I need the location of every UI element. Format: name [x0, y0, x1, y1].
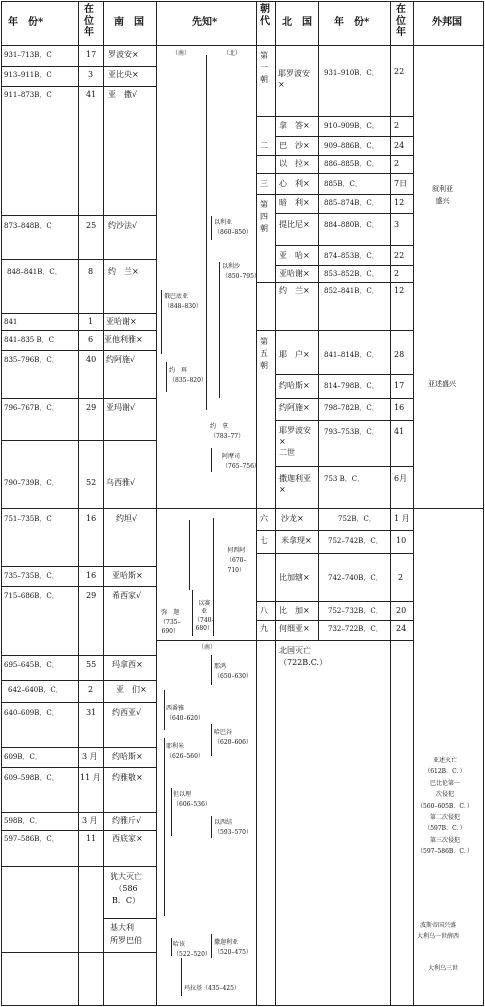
dynasty-6: 六 [260, 514, 268, 523]
rule [103, 918, 156, 919]
south-reign: 52 [86, 478, 97, 487]
north-reign: 2 [394, 269, 400, 278]
prophet-ezekiel: 以西结 （593–570） [214, 819, 252, 837]
rule [275, 213, 413, 214]
north-king: 心 利× [279, 179, 310, 188]
prophet-bar [189, 520, 190, 590]
rule [256, 553, 413, 554]
rule [1, 1, 2, 1006]
rule [483, 1, 484, 1006]
judah-governor: 基大利 所罗巴伯 [110, 923, 142, 945]
foreign-assyria: 亚述盛兴 [428, 380, 456, 388]
north-king: 比加辖× [279, 573, 310, 582]
north-years: 742–740B．C． [328, 574, 383, 582]
rule [275, 1, 276, 1006]
south-years: 642–640B．C． [8, 686, 63, 694]
prophet-haggai: 哈该 （522–520） [173, 941, 211, 959]
prophet-divider [156, 640, 256, 641]
rule [103, 1, 104, 1006]
north-reign: 24 [396, 624, 407, 633]
dynasty-5: 第 五 朝 [260, 337, 268, 370]
north-reign: 12 [394, 198, 405, 207]
rule [1, 702, 156, 703]
prophets-south-label: （南） [172, 50, 191, 57]
rule [256, 640, 413, 641]
prophet-micah: 弥 迦 （735– 690） [160, 609, 181, 636]
south-reign: 3 月 [82, 752, 98, 761]
north-years: 814–798B．C． [324, 382, 379, 390]
north-reign: 3 [394, 220, 400, 229]
rule [1, 86, 156, 87]
foreign-babylon: 亚述灭亡 （612B．C．） 巴比伦第一 次侵犯 （560–605B．C．） 第二次侵犯 （597B．C．） 第三次侵犯 （597–586B．C．） [417, 757, 473, 856]
prophet-jonah: 约 拿 （783–77） [210, 423, 245, 441]
south-reign: 8 [88, 267, 94, 276]
south-reign: 1 [88, 317, 94, 326]
prophet-jeremiah: 耶利米 （626–560） [166, 743, 204, 761]
rule [256, 116, 413, 117]
south-years: 597–586B．C． [4, 835, 59, 843]
north-years: 886–885B．C． [324, 160, 379, 168]
south-king: 约雅敬× [112, 773, 143, 782]
rule [1, 767, 156, 768]
prophet-hosea: 何西阿 （670– 710） [226, 547, 247, 575]
dynasty-8: 八 [260, 606, 268, 615]
north-years: 732–722B．C． [328, 625, 383, 633]
rule [1, 655, 156, 656]
south-king: 约坦√ [116, 514, 138, 523]
north-king: 拿 答× [279, 121, 310, 130]
prophets-south2-label: （南） [198, 644, 217, 651]
south-reign: 11 月 [80, 773, 101, 782]
rule [1, 866, 156, 867]
south-years: 913–911B．C [4, 71, 52, 79]
south-years: 835–796B．C． [4, 356, 59, 364]
south-years: 609–598B．C． [4, 774, 59, 782]
north-king: 约 兰× [279, 286, 310, 295]
foreign-darius: 大利乌三世 [428, 965, 459, 972]
south-reign: 41 [86, 90, 97, 99]
header-north-kingdom: 北 国 [282, 17, 312, 28]
north-king: 约阿施× [279, 403, 310, 412]
north-years: 752B．C． [338, 515, 376, 523]
south-reign: 3 月 [82, 816, 98, 825]
north-years: 885–874B．C． [324, 199, 379, 207]
rule [413, 1, 414, 1006]
dynasty-4: 第 四 朝 [260, 200, 268, 233]
prophet-bar [211, 216, 212, 240]
prophet-zephaniah: 西番雅 （640–620） [166, 705, 204, 723]
south-reign: 11 [86, 834, 97, 843]
dynasty-1: 第 一 朝 [260, 51, 268, 84]
north-reign: 2 [398, 573, 404, 582]
dynasty-7: 七 [260, 536, 268, 545]
south-king: 亚 们× [116, 685, 147, 694]
north-years: 853–852B．C． [324, 270, 379, 278]
header-north-reign: 在 位 年 [396, 4, 406, 38]
rule [256, 1, 257, 1006]
rule [1, 830, 156, 831]
north-years: 793–753B．C． [324, 428, 379, 436]
rule [256, 194, 413, 195]
south-reign: 16 [86, 514, 97, 523]
prophet-bar [161, 290, 162, 354]
north-king: 亚哈谢× [279, 269, 310, 278]
north-reign: 2 [394, 121, 400, 130]
south-years: 735–735B．C． [4, 572, 59, 580]
north-reign: 12 [394, 286, 405, 295]
rule [390, 1, 391, 1006]
rule [1, 952, 156, 953]
south-king: 玛拿西× [112, 660, 143, 669]
north-years: 841–814B．C． [324, 351, 379, 359]
rule [275, 374, 413, 375]
north-years: 884–880B．C． [324, 221, 379, 229]
south-years: 931–713B．C [4, 51, 52, 59]
rule [1, 812, 156, 813]
north-reign: 16 [394, 403, 405, 412]
north-king: 暗 利× [279, 198, 310, 207]
north-years: 752–742B．C． [328, 537, 383, 545]
rule [275, 265, 413, 266]
prophet-bar [164, 690, 165, 730]
rule [1, 66, 156, 67]
rule [256, 330, 413, 331]
prophet-bar [171, 788, 172, 836]
prophet-bar [166, 362, 167, 392]
rule [275, 420, 413, 421]
south-reign: 6 [88, 335, 94, 344]
north-reign: 22 [394, 67, 405, 76]
header-prophets: 先知* [192, 17, 218, 28]
prophet-malachi: 玛拉基（435–425） [184, 985, 240, 992]
prophet-bar [211, 816, 212, 838]
header-foreign: 外邦国 [432, 17, 462, 28]
prophet-bar [192, 590, 193, 636]
south-king: 亚哈谢× [106, 317, 137, 326]
prophet-joel: 约 珥 （835–820） [169, 367, 207, 385]
south-king: 亚玛谢√ [106, 403, 136, 412]
north-king: 提比尼× [279, 220, 310, 229]
rule [1, 350, 156, 351]
south-king: 约西亚√ [112, 708, 142, 717]
prophet-elijah: 以利亚 （860–850） [214, 219, 252, 237]
south-years: 751–735B．C [4, 515, 52, 523]
rule [1, 313, 156, 314]
south-reign: 29 [86, 403, 97, 412]
rule [256, 282, 413, 283]
south-reign: 29 [86, 591, 97, 600]
rule [1, 1, 484, 2]
north-king: 巴 沙× [279, 141, 310, 150]
north-king: 沙龙× [281, 514, 304, 523]
prophet-bar [219, 262, 220, 398]
south-years: 640–609B．C． [4, 709, 59, 717]
north-reign: 2 [394, 159, 400, 168]
south-years: 790–739B．C． [4, 479, 59, 487]
rule [275, 245, 413, 246]
rule [1, 259, 156, 260]
dynasty-9: 九 [260, 624, 268, 633]
south-king: 亚 撒√ [108, 90, 138, 99]
south-years: 695–645B．C． [4, 661, 59, 669]
south-years: 598B．C． [4, 817, 42, 825]
south-king: 乌西雅√ [106, 478, 136, 487]
header-dynasty: 朝 代 [260, 4, 270, 27]
rule [1, 45, 484, 46]
prophet-bar [164, 738, 165, 916]
south-reign: 55 [86, 660, 97, 669]
north-king: 耶罗波安 × [278, 69, 310, 90]
south-years: 796–767B．C． [4, 404, 59, 412]
south-years: 841–835 B．C [4, 336, 54, 344]
rule [256, 601, 413, 602]
judah-fall: 犹大灭亡 （586 B．C） [110, 872, 142, 905]
rule [1, 1005, 484, 1006]
south-reign: 17 [86, 50, 97, 59]
israel-fall: 北国灭亡 （722B.C.） [279, 646, 328, 667]
south-king: 罗波安× [108, 50, 139, 59]
south-years: 848–841B．C． [7, 268, 62, 276]
north-reign: 7日 [394, 179, 408, 188]
south-years: 911–873B．C [4, 91, 52, 99]
north-king: 米拿现× [281, 536, 312, 545]
south-years: 841 [4, 318, 18, 326]
header-north-years: 年 份* [334, 17, 370, 28]
south-king: 亚哈斯× [112, 571, 143, 580]
prophet-elisha: 以利沙 （850–795） [222, 263, 260, 281]
prophet-bar [171, 938, 172, 956]
north-reign: 10 [396, 536, 407, 545]
rule [1, 747, 156, 748]
header-south-years: 年 份* [8, 17, 44, 28]
south-reign: 31 [86, 708, 97, 717]
south-king: 约 兰× [108, 267, 139, 276]
rule [318, 1, 319, 641]
north-king: 耶 户× [279, 350, 310, 359]
north-years: 753 B．C． [324, 475, 365, 483]
prophet-bar [211, 655, 212, 685]
north-reign: 28 [394, 350, 405, 359]
prophet-habakkuk: 哈巴谷 （620–606） [214, 729, 252, 747]
north-king: 以 拉× [279, 159, 310, 168]
north-years: 852–841B．C． [324, 287, 379, 295]
north-reign: 22 [394, 251, 405, 260]
rule [1, 215, 156, 216]
north-years: 909–886B．C． [324, 142, 379, 150]
rule [256, 173, 413, 174]
north-years: 752–732B．C． [328, 607, 383, 615]
prophet-nahum: 那鸿 （650–630） [214, 663, 252, 681]
south-reign: 25 [86, 221, 97, 230]
south-king: 亚他利雅× [104, 335, 143, 344]
rule [1, 508, 484, 509]
rule [1, 330, 156, 331]
prophet-bar [211, 934, 212, 958]
foreign-syria: 叙利亚 盛兴 [432, 185, 453, 205]
prophet-daniel: 但以理 （606–536） [173, 791, 211, 809]
header-south-reign: 在 位 年 [84, 4, 94, 38]
north-years: 885B．C． [324, 180, 362, 188]
north-reign: 41 [394, 427, 405, 436]
rule [78, 1, 79, 1006]
rule [1, 440, 156, 441]
south-king: 约沙法√ [108, 221, 138, 230]
north-reign: 20 [396, 606, 407, 615]
south-reign: 16 [86, 571, 97, 580]
rule [1, 566, 156, 567]
prophet-zechariah: 撒迦利亚 （520–475） [214, 939, 252, 957]
south-king: 亚比央× [108, 70, 139, 79]
rule [256, 530, 413, 531]
north-king: 耶罗波安 × 二世 [279, 426, 311, 458]
rule [275, 136, 413, 137]
south-reign: 2 [88, 685, 94, 694]
north-years: 874–853B．C． [324, 252, 379, 260]
north-reign: 24 [394, 141, 405, 150]
north-king: 比 加× [279, 606, 310, 615]
north-reign: 17 [394, 381, 405, 390]
prophets-north-label: （北） [223, 50, 242, 57]
south-king: 约阿施√ [106, 355, 136, 364]
north-reign: 6月 [394, 474, 408, 483]
south-years: 609B．C． [4, 753, 42, 761]
south-years: 873–848B．C [4, 222, 52, 230]
rule [256, 155, 413, 156]
south-king: 希西家√ [112, 591, 142, 600]
prophet-obadiah: 俄巴底亚 （848–830） [164, 293, 202, 311]
rule [1, 398, 156, 399]
north-king: 撒迦利亚 × [279, 474, 311, 495]
dynasty-3: 三 [260, 179, 268, 188]
north-king: 亚 哈× [279, 251, 310, 260]
prophet-bar [181, 958, 182, 996]
prophet-isaiah: 以赛 亚 （740– 680） [194, 600, 215, 633]
south-reign: 40 [86, 355, 97, 364]
rule [1, 680, 156, 681]
north-reign: 1 月 [394, 514, 410, 523]
north-years: 798–782B．C． [324, 404, 379, 412]
north-king: 约哈斯× [279, 381, 310, 390]
prophet-bar [211, 448, 212, 472]
rule [156, 1, 157, 1006]
rule [275, 466, 413, 467]
north-years: 910–909B．C． [324, 122, 379, 130]
south-king: 西底家× [112, 834, 143, 843]
south-years: 715–686B．C． [4, 592, 59, 600]
dynasty-2: 二 [260, 141, 268, 150]
south-reign: 3 [88, 70, 94, 79]
prophet-amos: 阿摩司 （765–756） [222, 453, 260, 471]
rule [1, 586, 156, 587]
north-years: 931–910B．C． [324, 69, 379, 77]
prophet-bar [206, 55, 207, 410]
rule [256, 620, 413, 621]
south-king: 约哈斯× [112, 752, 143, 761]
south-king: 约雅斤√ [112, 816, 142, 825]
rule [275, 398, 413, 399]
header-south-kingdom: 南 国 [114, 17, 144, 28]
foreign-persia: 波斯帝国兴盛 大利乌一世薛西 [417, 922, 460, 941]
north-king: 何细亚× [279, 624, 310, 633]
prophet-bar [211, 724, 212, 756]
